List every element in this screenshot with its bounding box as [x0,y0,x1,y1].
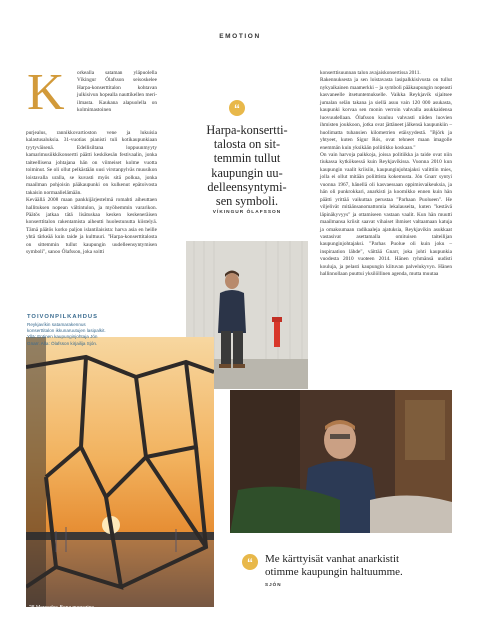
pull-quote-2-author: SJÓN [265,582,282,587]
quote-icon: “ [229,100,245,116]
interview-photo [230,390,452,533]
pull-quote-author: VÍKINGUR ÓLAFSSON [212,210,282,215]
article-column-3 [320,70,452,279]
caption-title: TOIVONPILKAHDUS [27,314,98,320]
article-intro [77,70,157,115]
quote-icon: “ [242,554,258,570]
harpa-facade-photo [26,337,214,607]
pull-quote-2-line: otimme kaupungin haltuumme. [265,566,403,578]
pull-quote-line: Harpa-konsertti- [206,123,288,137]
intro-paragraph: orkealla sataman yläpuolella Víkingur Ólafsson seisoskelee Harpa-konserttitalon kohtavan julkisivun hopealla nauttikellen meri-ilmasta. Kaukana alapuolella on kolmimastoinen [77,70,157,114]
pull-quote-2-line: Me kärttyisät vanhat anarkistit [265,553,400,565]
drop-cap: K [27,64,65,121]
column-3-text: konserttisuunnan talon avajaiskonsertissa 2011. Rakennuksesta ja sen loistavasta lasipalkkisivusta on tullut nykyaikainen maamerkki – ja symboli pääkaupungin nopeasti kasvaneelle itsetuntemukselle. Vaikka Reykjavík sijaitsee jumalan selän takana ja siellä asuu vain 120 000 asukasta, kaupunki korvaa sen monin verroin vahvalla asukkaidensa luovuudellaan. Ólafsson kuuluu vahvasti niiden luovien ihmisten joukkoon, jotka ovat jättäneet jälkensä kaupunkiin – huolimatta tuhansien kilometrien etäisyydestä. "Björk ja yhtyeet, kuten Sigur Rós, ovat tehneet maan imagolle enemmän kuin yksikään poliitikko koskaan." On vain harvoja paikkoja, joissa politiikka ja taide ovat niin tiukassa kytköksessä kuin Reykjavíkissa. Vuonna 2010 kun kaupungin vaalit kriisiin, kaupunginjohtajaksi valittiin mies, jolla ei ollut mitään poliittista kokemusta. Jón Gnarr syntyi vuonna 1967, hänellä oli kasvaessaan oppimisvaikeuksia, ja hän oli punkrokkari, anarkisti ja koomikko ennen kuin hän päätti yrittää vaikuttaa perustaa "Parhaan Puolueen". He viljelivät mitäänsanomattomia lekalauseita, kuten "kestävä läpinäkyvyys" ja ottamiseen vastaan vaalit. Kun hän muutti maailmansa kriisit saavat vihaiset ihmiset valtaamaan katuja ja omaksumaan radikaaleja ajatuksia, Reykjavíkin asukkaat vastasivat asettamalla omituisen taiteilijan kaupunginjohtajaksi. "Parhas Puolue oli kuin joku – inspiraation lähde", väittää Gnarr, joka johti kaupunkia vuodesta 2010 vuoteen 2014. Hänen ryhmänsä uudisti kouluja, ja pelasti kaupungin kiituvan palvelukyvyn. Hänen hallinnollaan puuttui yksilöllinen agenda, mutta muutaa [320,70,452,278]
page-folio: 28 Mercedes-Benz magazine [29,605,95,611]
pull-quote-line: talosta on sit- [213,137,281,152]
pull-quote-line: temmin tullut [213,151,281,166]
pull-quote-2 [265,553,455,579]
article-column-1 [26,130,157,257]
pull-quote [186,123,308,208]
caption-text: Reykjavíkin satamarakennus konserttitalon ikkunaruutujen lasipalkit. Yllä: Entinen kaupunginjohtaja Jón Gnarr. Alla: Ólafsson kirjailija Sjón. [27,322,106,346]
pull-quote-line: kaupungin uu- [211,165,283,180]
section-label: EMOTION [219,33,261,40]
column-1-text: purjealus, rannikkovartioston vene ja lukuisia kalastusaluksia. 31-vuotias pianisti tuli kotikaupunkiaan tyytyväisenä. Edellisiltana loppuunmyyty kamarimusiikkikonsertti päätti keskikesän festivaalin, jonka taiteellisena johtajana hän on viimeiset kolme vuotta toiminut. Se oli ollut pelkästään uusi virstanpylväs muusikon loistavalla uralla, se kuvasti myös sitä polkua, jonka maailman pohjoisin pääkaupunki on kulkenut epätoivosta takaisin normaalielämään. Keväällä 2008 maan pankkijärjestelmä romahti aiheuttaen hallituksen nopean vältintulon, ja myöhemmin vararikon. Päätös jatkaa tätä lisätuskaa kesken keskeneräisen konserttitalon rakentamista aiheutti huolestunutta kiistelyä. Tämä päätös korko paljon islantilaisista: harva asia en heille yhtä tärkeää kuin taide ja kulttuuri. "Harpa-konserttitalosta on sittemmin tullut kaupungin uudelleensyntymisen symboli", sanoo Ólafsson, joka soitti [26,130,157,256]
pull-quote-line: delleensyntymi- [207,179,287,194]
pull-quote-line: sen symboli. [215,194,279,209]
